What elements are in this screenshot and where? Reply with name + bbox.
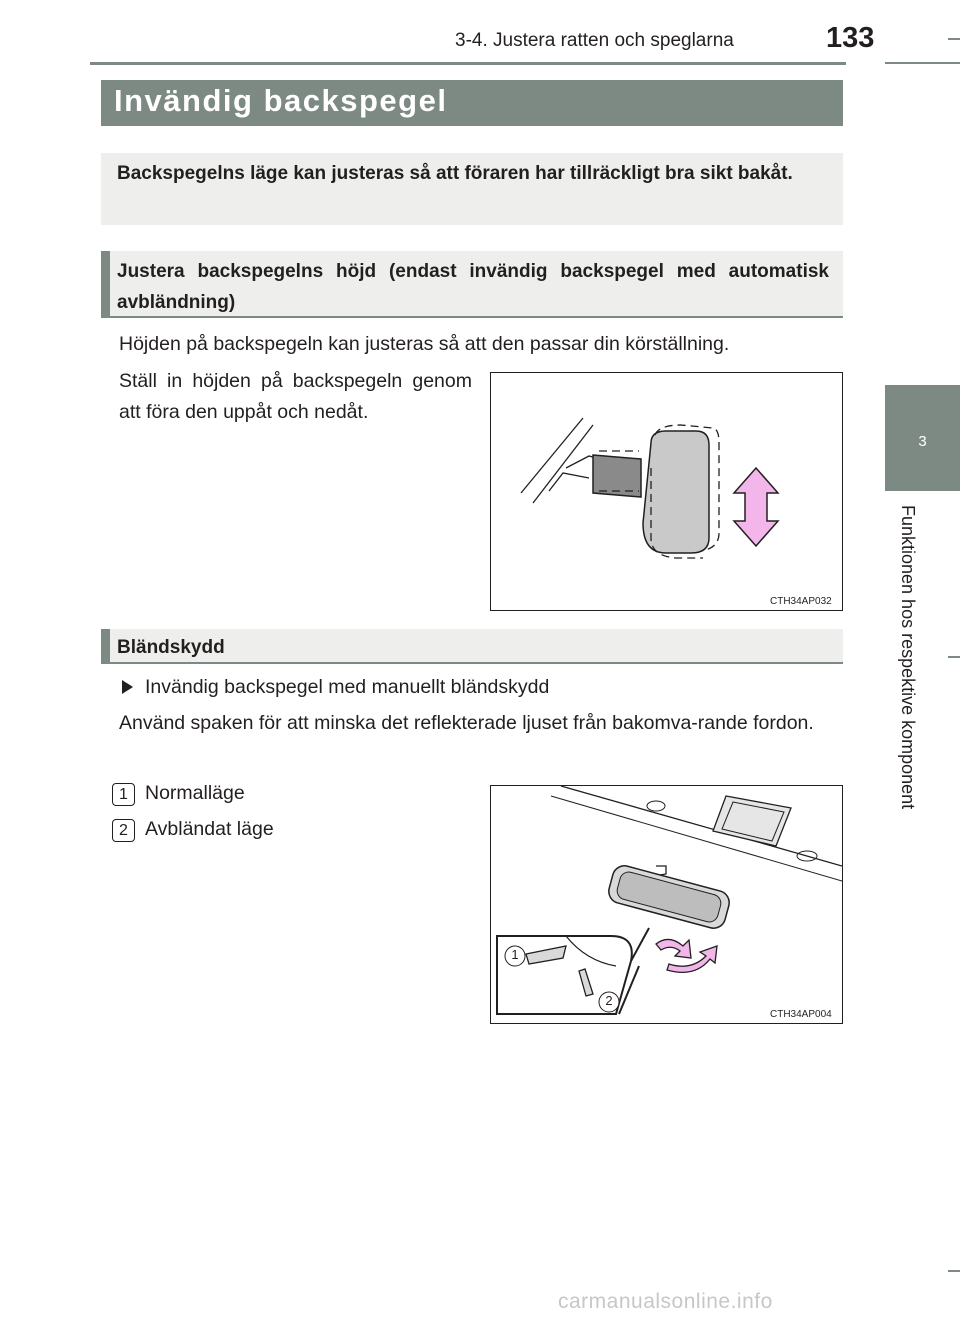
callout-1: 1 [511, 947, 519, 962]
section-title: 3-4. Justera ratten och speglarna [455, 30, 734, 51]
height-paragraph-1: Höjden på backspegeln kan justeras så att den passar din körställning. [119, 333, 730, 355]
tab-rule [885, 62, 960, 64]
bullet-triangle-icon [122, 680, 133, 694]
anti-glare-figure [490, 785, 843, 1024]
heading-accent [101, 629, 110, 664]
height-heading: Justera backspegelns höjd (endast invändig backspegel med automatisk avbländning) [117, 261, 829, 313]
chapter-label: Funktionen hos respektive komponent [898, 505, 918, 810]
figure-code: CTH34AP004 [770, 1009, 832, 1020]
heading-accent [101, 251, 110, 318]
figure-code: CTH34AP032 [770, 596, 832, 607]
item-label-dimmed: Avbländat läge [145, 818, 274, 840]
item-number: 2 [112, 819, 135, 842]
header-rule [90, 62, 846, 65]
page-heading: Invändig backspegel [114, 83, 448, 118]
intro-text: Backspegelns läge kan justeras så att föraren har tillräckligt bra sikt bakåt. [117, 163, 793, 184]
crop-mark [948, 1270, 960, 1272]
item-label-normal: Normalläge [145, 782, 245, 804]
mirror-height-figure [490, 372, 843, 611]
anti-glare-illustration [491, 786, 842, 1023]
height-paragraph-2: Ställ in höjden på backspegeln genom att föra den uppåt och nedåt. [119, 370, 472, 423]
mirror-height-illustration [491, 373, 842, 610]
callout-2: 2 [605, 993, 613, 1008]
crop-mark [948, 656, 960, 658]
footer-watermark: carmanualsonline.info [558, 1290, 773, 1313]
anti-glare-bullet: Invändig backspegel med manuellt bländskydd [145, 676, 550, 698]
anti-glare-heading: Bländskydd [117, 637, 225, 658]
item-number: 1 [112, 783, 135, 806]
chapter-number: 3 [918, 433, 927, 450]
crop-mark [948, 38, 960, 40]
anti-glare-paragraph: Använd spaken för att minska det reflekterade ljuset från bakomva-rande fordon. [119, 712, 814, 734]
page-number: 133 [826, 22, 875, 54]
